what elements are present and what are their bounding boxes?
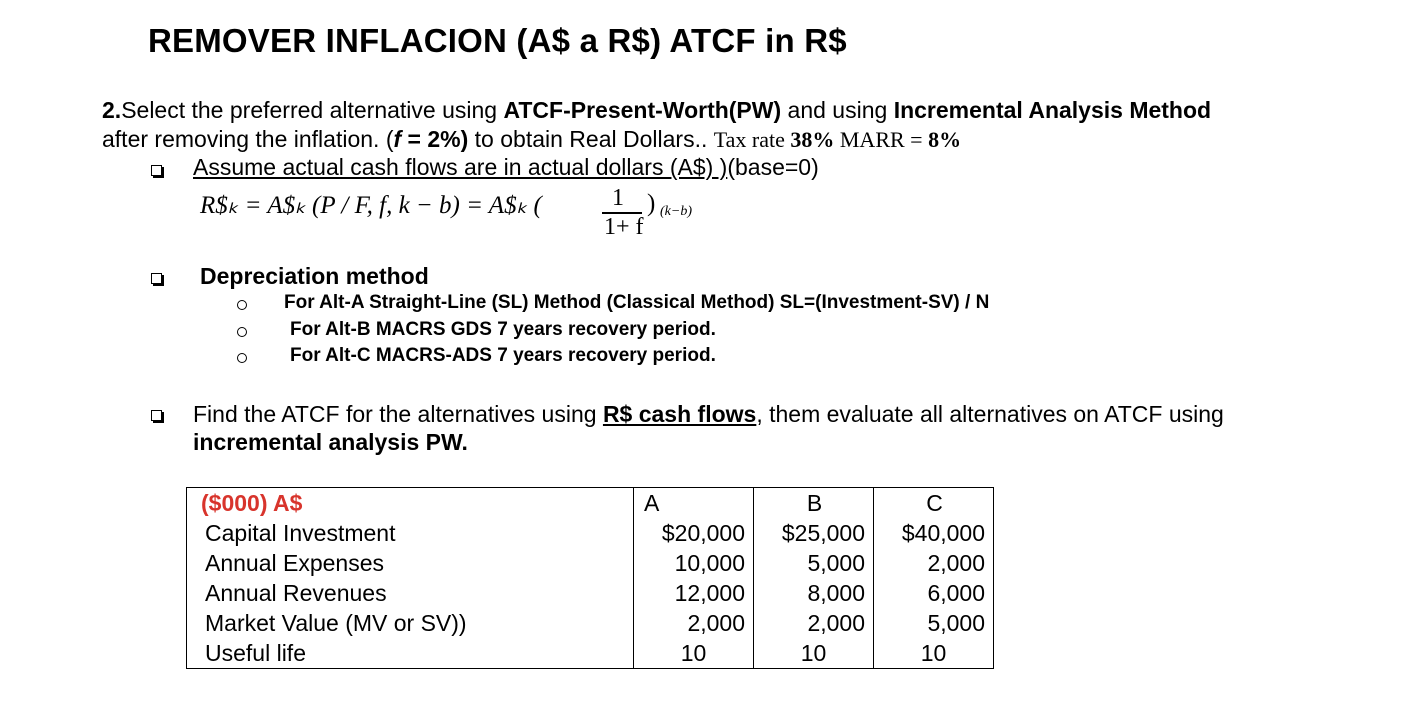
cell-value: $25,000 xyxy=(754,518,874,548)
marr-value: 8% xyxy=(928,127,962,152)
cell-value: 6,000 xyxy=(874,578,994,608)
tax-rate-value: 38% xyxy=(790,127,835,152)
table-row xyxy=(187,578,994,608)
question-text-1: Select the preferred alternative using xyxy=(121,97,504,123)
marr-label: MARR = xyxy=(834,127,929,152)
row-label: Capital Investment xyxy=(187,518,634,548)
circle-bullet-icon xyxy=(237,327,247,337)
cashflow-table xyxy=(186,487,994,669)
cell-value: 10,000 xyxy=(634,548,754,578)
question-text-3: after removing the inflation. ( xyxy=(102,126,394,152)
cell-value: 2,000 xyxy=(634,608,754,638)
formula-close-paren: ) xyxy=(647,190,656,217)
cell-value: 10 xyxy=(754,638,874,669)
assume-line xyxy=(193,154,819,181)
find-rs-cash-flows: R$ cash flows xyxy=(602,401,757,427)
table-row xyxy=(187,548,994,578)
table-header-row xyxy=(187,488,994,519)
cell-value: 5,000 xyxy=(754,548,874,578)
assume-base: (base=0) xyxy=(727,154,819,180)
question-text-4: to obtain Real Dollars.. xyxy=(468,126,714,152)
cell-value: 8,000 xyxy=(754,578,874,608)
question-incremental: Incremental Analysis Method xyxy=(893,97,1212,123)
depreciation-title: Depreciation method xyxy=(200,263,429,289)
table-row xyxy=(187,518,994,548)
cell-value: 10 xyxy=(874,638,994,669)
formula-exponent: (k−b) xyxy=(660,204,692,219)
question-number: 2. xyxy=(102,97,122,123)
formula-denominator: 1+ f xyxy=(604,214,644,240)
find-line-2: incremental analysis PW. xyxy=(193,429,468,455)
row-label: Market Value (MV or SV)) xyxy=(187,608,634,638)
row-label: Annual Revenues xyxy=(187,578,634,608)
depreciation-item-a: For Alt-A Straight-Line (SL) Method (Classical Method) SL=(Investment-SV) / N xyxy=(284,292,990,313)
find-text-c: , them evaluate all alternatives on ATCF using xyxy=(756,401,1224,427)
cell-value: $20,000 xyxy=(634,518,754,548)
question-atcf-pw: ATCF-Present-Worth(PW) xyxy=(503,97,782,123)
find-text-a: Find the ATCF for the alternatives using xyxy=(193,401,603,427)
table-row xyxy=(187,638,994,669)
table-header-label: ($000) A$ xyxy=(187,488,634,519)
find-line-1 xyxy=(193,401,1224,428)
cell-value: 2,000 xyxy=(754,608,874,638)
column-header-a: A xyxy=(634,488,754,519)
tax-rate-label: Tax rate xyxy=(713,127,791,152)
cell-value: $40,000 xyxy=(874,518,994,548)
question-text-2: and using xyxy=(781,97,894,123)
question-line-1 xyxy=(102,97,1211,124)
cell-value: 2,000 xyxy=(874,548,994,578)
cell-value: 10 xyxy=(634,638,754,669)
page-title: REMOVER INFLACION (A$ a R$) ATCF in R$ xyxy=(148,22,847,59)
cell-value: 5,000 xyxy=(874,608,994,638)
assume-underlined: Assume actual cash flows are in actual dollars (A$) ) xyxy=(193,154,728,180)
formula-numerator: 1 xyxy=(612,185,624,211)
depreciation-item-c: For Alt-C MACRS-ADS 7 years recovery period. xyxy=(290,345,716,366)
square-bullet-icon xyxy=(151,273,162,284)
column-header-c: C xyxy=(874,488,994,519)
circle-bullet-icon xyxy=(237,353,247,363)
question-line-2 xyxy=(102,126,961,153)
square-bullet-icon xyxy=(151,410,162,421)
inflation-symbol: f xyxy=(393,126,402,152)
depreciation-item-b: For Alt-B MACRS GDS 7 years recovery period. xyxy=(290,319,716,340)
row-label: Useful life xyxy=(187,638,634,669)
square-bullet-icon xyxy=(151,165,162,176)
row-label: Annual Expenses xyxy=(187,548,634,578)
inflation-value: = 2%) xyxy=(401,126,469,152)
cell-value: 12,000 xyxy=(634,578,754,608)
column-header-b: B xyxy=(754,488,874,519)
circle-bullet-icon xyxy=(237,300,247,310)
table-row xyxy=(187,608,994,638)
formula-main: R$ₖ = A$ₖ (P / F, f, k − b) = A$ₖ ( xyxy=(200,192,542,219)
